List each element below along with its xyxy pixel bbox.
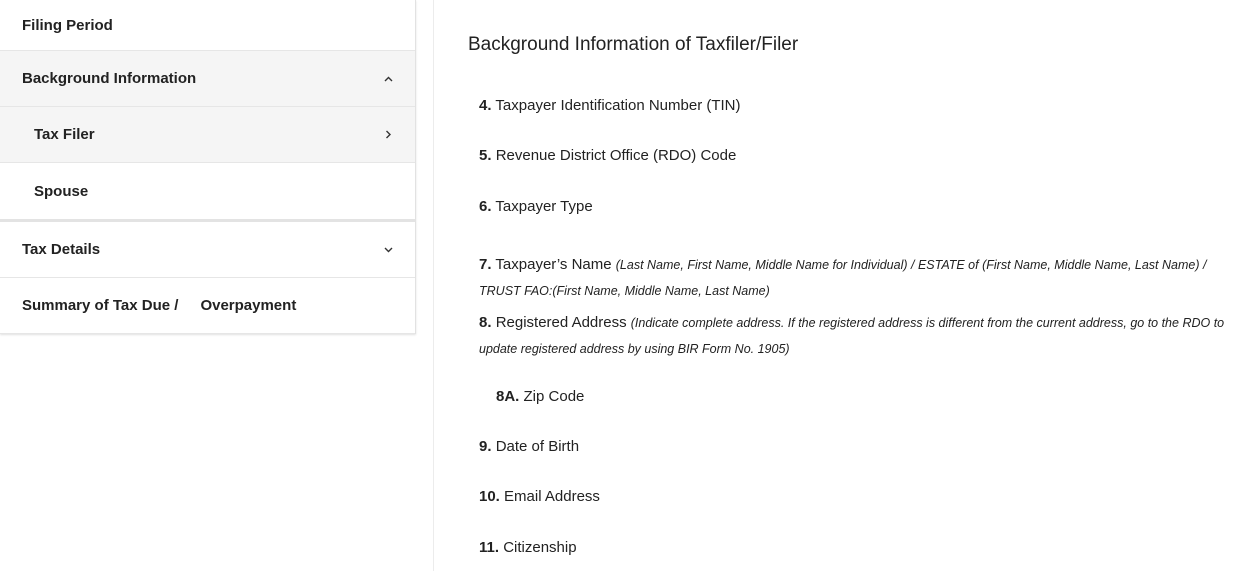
field-hint: (Indicate complete address. If the registered address is different from the current address, go to the RDO to update registered address by using BIR Form No. 1905) xyxy=(479,316,1225,356)
field-number: 4. xyxy=(479,97,492,114)
field-number: 8A. xyxy=(496,388,520,405)
field-label: Taxpayer’s Name xyxy=(495,256,612,273)
field-number: 6. xyxy=(479,198,492,215)
field-label: Date of Birth xyxy=(495,438,580,455)
page-title: Background Information of Taxfiler/Filer xyxy=(468,34,799,55)
sidebar-item-label-part2: Overpayment xyxy=(200,297,297,314)
sidebar-item-tax-filer[interactable] xyxy=(0,107,415,163)
sidebar-item-spouse[interactable] xyxy=(0,163,415,222)
field-label: Revenue District Office (RDO) Code xyxy=(495,147,737,164)
sidebar-item-background-information[interactable] xyxy=(0,51,415,107)
pane-divider xyxy=(433,0,434,571)
sidebar-item-label: Tax Filer xyxy=(34,126,95,143)
field-number: 5. xyxy=(479,147,492,164)
chevron-down-icon xyxy=(383,245,393,255)
field-rdo-code xyxy=(479,143,1249,169)
field-date-of-birth xyxy=(479,434,1249,460)
field-label: Email Address xyxy=(504,488,600,505)
field-number: 11. xyxy=(479,539,500,556)
sidebar-item-filing-period[interactable] xyxy=(0,0,415,51)
field-number: 8. xyxy=(479,314,492,331)
field-number: 7. xyxy=(479,256,492,273)
field-email-address xyxy=(479,484,1249,510)
field-label: Zip Code xyxy=(523,388,585,405)
field-hint: (Last Name, First Name, Middle Name for Individual) / ESTATE of (First Name, Middle Name, Last Name) / TRUST FAO:(First Name, Middle Name, Last Name) xyxy=(479,258,1207,298)
sidebar-item-tax-details[interactable] xyxy=(0,222,415,278)
chevron-up-icon xyxy=(383,74,393,84)
field-label: Registered Address xyxy=(495,314,627,331)
field-number: 10. xyxy=(479,488,500,505)
field-citizenship xyxy=(479,535,1249,561)
sidebar-item-label-part1: Summary of Tax Due / xyxy=(22,297,179,314)
field-registered-address xyxy=(479,310,1249,362)
field-label: Taxpayer Type xyxy=(495,198,593,215)
field-tin xyxy=(479,93,1249,119)
field-label: Citizenship xyxy=(503,539,577,556)
field-label: Taxpayer Identification Number (TIN) xyxy=(495,97,741,114)
chevron-right-icon xyxy=(383,130,393,140)
sidebar xyxy=(0,0,416,334)
field-zip-code xyxy=(496,384,1260,410)
field-number: 9. xyxy=(479,438,492,455)
field-taxpayer-type xyxy=(479,194,1249,220)
sidebar-item-label: Background Information xyxy=(22,70,197,87)
field-taxpayer-name xyxy=(479,252,1249,304)
sidebar-item-label: Tax Details xyxy=(22,241,101,258)
sidebar-item-summary-of-tax-due[interactable] xyxy=(0,278,415,334)
sidebar-item-label: Spouse xyxy=(34,182,89,200)
sidebar-item-label: Filing Period xyxy=(22,16,113,34)
